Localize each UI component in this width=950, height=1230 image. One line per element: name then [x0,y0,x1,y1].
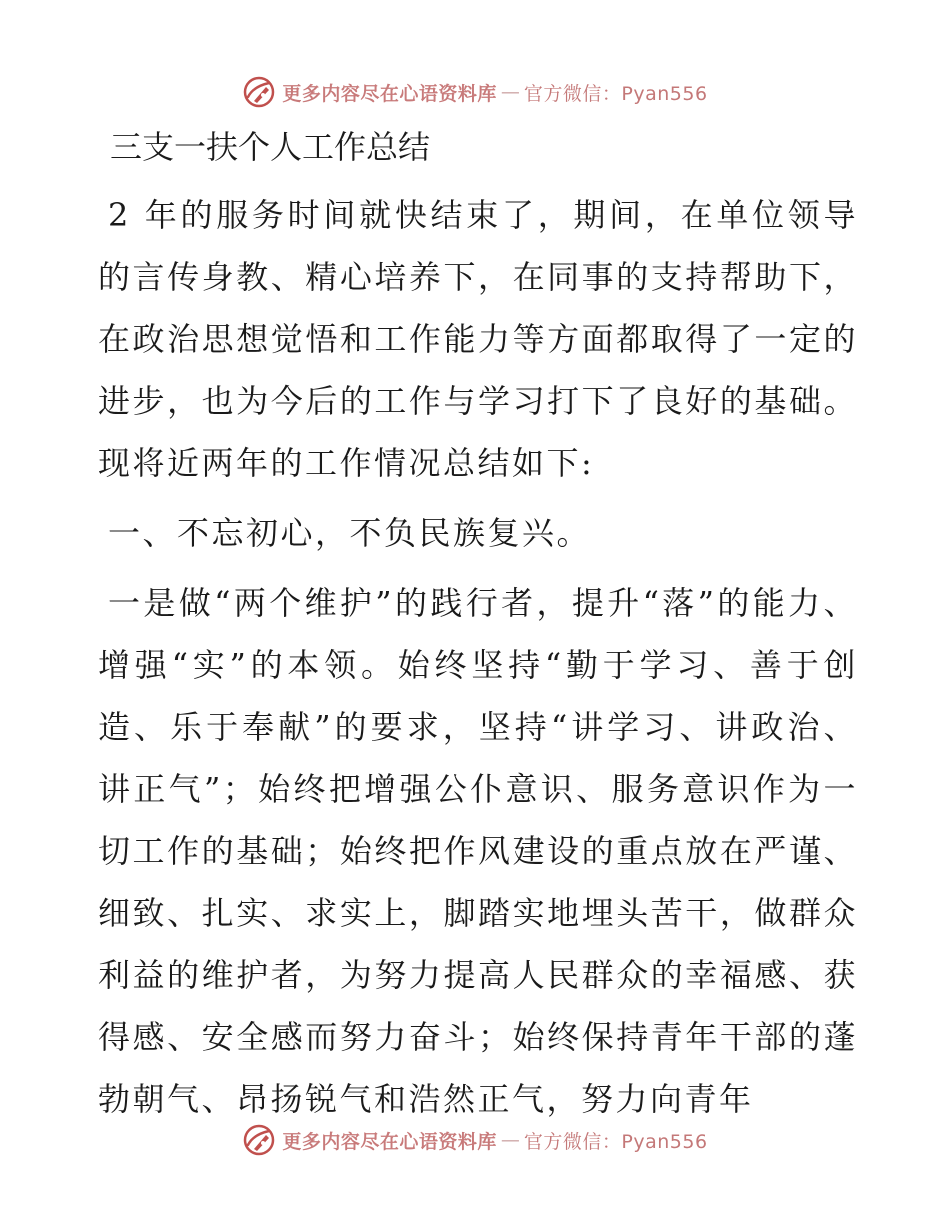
watermark-banner-top [0,74,950,110]
pen-logo-icon [242,1123,276,1157]
watermark-main-text: 更多内容尽在心语资料库 [282,1130,497,1153]
watermark-wechat-text: 官方微信：Pyan556 [523,1130,708,1153]
watermark-banner-bottom [0,1122,950,1158]
watermark-wechat-text: 官方微信：Pyan556 [523,82,708,105]
pen-logo-icon [242,75,276,109]
section-1-paragraph: 一是做“两个维护”的践行者，提升“落”的能力、增强“实”的本领。始终坚持“勤于学习、善于创造、乐于奉献”的要求，坚持“讲学习、讲政治、讲正气”；始终把增强公仆意识、服务意识作为一切工作的基础；始终把作风建设的重点放在严谨、细致、扎实、求实上，脚踏实地埋头苦干，做群众利益的维护者，为努力提高人民群众的幸福感、获得感、安全感而努力奋斗；始终保持青年干部的蓬勃朝气、昂扬锐气和浩然正气，努力向青年 [98,584,858,1118]
watermark-separator: — [500,81,520,103]
intro-paragraph: 2 年的服务时间就快结束了，期间，在单位领导的言传身教、精心培养下，在同事的支持帮助下，在政治思想觉悟和工作能力等方面都取得了一定的进步，也为今后的工作与学习打下了良好的基础。现将近两年的工作情况总结如下: [98,196,858,482]
watermark-main-text: 更多内容尽在心语资料库 [282,82,497,105]
watermark-separator: — [500,1129,520,1151]
document-body [98,118,858,1138]
section-1-heading: 一、不忘初心，不负民族复兴。 [108,514,592,552]
document-title: 三支一扶个人工作总结 [110,128,431,166]
